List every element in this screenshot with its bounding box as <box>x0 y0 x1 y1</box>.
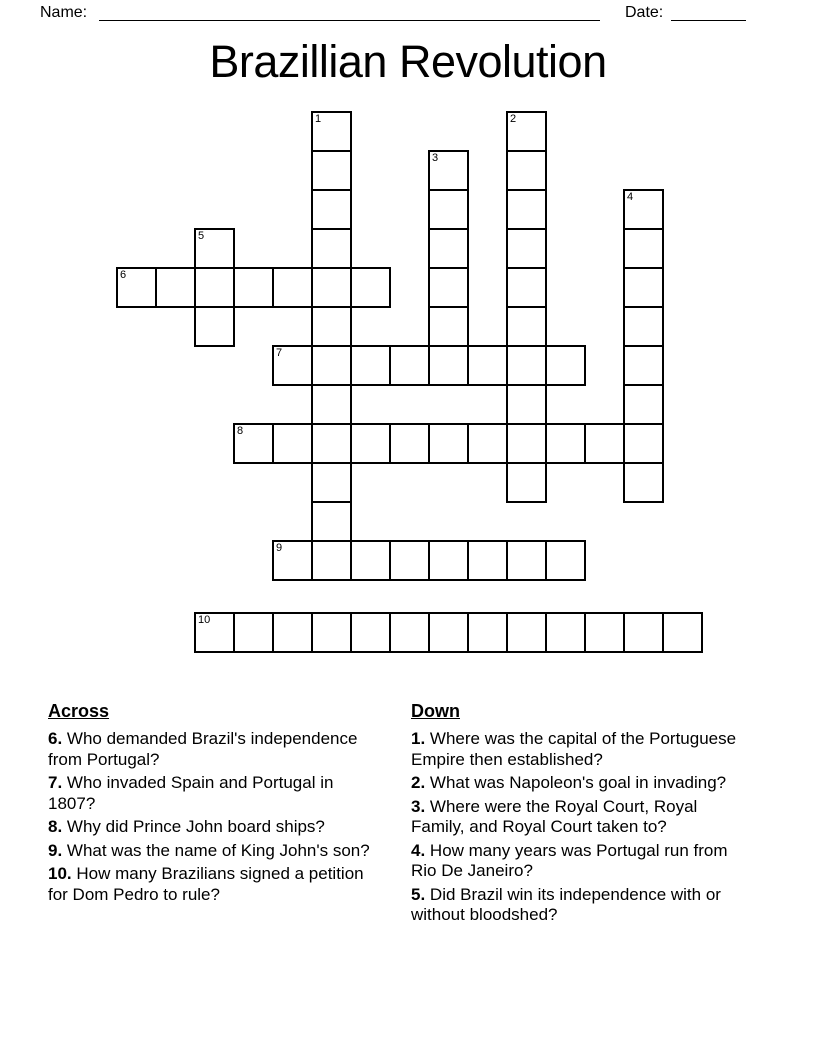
grid-cell[interactable] <box>272 345 313 386</box>
clue-text: How many Brazilians signed a petition for Dom Pedro to rule? <box>48 864 364 904</box>
grid-cell[interactable] <box>623 423 664 464</box>
clue-item <box>411 773 745 794</box>
grid-cell[interactable] <box>233 612 274 653</box>
cell-number: 7 <box>276 347 283 359</box>
grid-cell[interactable] <box>506 150 547 191</box>
grid-cell[interactable] <box>623 228 664 269</box>
clue-text: How many years was Portugal run from Rio De Janeiro? <box>411 840 728 880</box>
clue-item <box>48 841 370 862</box>
clue-number: 10. <box>48 864 72 883</box>
clue-number: 2. <box>411 773 426 792</box>
grid-cell[interactable] <box>116 267 157 308</box>
clue-text: Where was the capital of the Portuguese Empire then established? <box>411 729 737 769</box>
grid-cell[interactable] <box>467 345 508 386</box>
grid-cell[interactable] <box>545 612 586 653</box>
grid-cell[interactable] <box>545 345 586 386</box>
grid-cell[interactable] <box>467 540 508 581</box>
cell-number: 6 <box>120 269 127 281</box>
grid-cell[interactable] <box>506 540 547 581</box>
grid-cell[interactable] <box>506 612 547 653</box>
grid-cell[interactable] <box>194 228 235 269</box>
clue-item <box>48 729 370 770</box>
clue-number: 7. <box>48 773 63 792</box>
grid-cell[interactable] <box>506 423 547 464</box>
cell-number: 8 <box>237 425 244 437</box>
grid-cell[interactable] <box>311 462 352 503</box>
grid-cell[interactable] <box>311 150 352 191</box>
grid-cell[interactable] <box>311 111 352 152</box>
grid-cell[interactable] <box>506 267 547 308</box>
grid-cell[interactable] <box>233 267 274 308</box>
clue-number: 6. <box>48 729 63 748</box>
clue-text: What was the name of King John's son? <box>62 840 370 860</box>
grid-cell[interactable] <box>194 267 235 308</box>
grid-cell[interactable] <box>428 189 469 230</box>
grid-cell[interactable] <box>506 306 547 347</box>
grid-cell[interactable] <box>545 540 586 581</box>
date-label: Date: <box>625 4 664 21</box>
grid-cell[interactable] <box>272 423 313 464</box>
grid-cell[interactable] <box>506 228 547 269</box>
clue-item <box>48 817 370 838</box>
grid-cell[interactable] <box>311 501 352 542</box>
grid-cell[interactable] <box>233 423 274 464</box>
cell-number: 2 <box>510 113 517 125</box>
grid-cell[interactable] <box>623 306 664 347</box>
grid-cell[interactable] <box>311 228 352 269</box>
grid-cell[interactable] <box>389 423 430 464</box>
grid-cell[interactable] <box>272 612 313 653</box>
grid-cell[interactable] <box>662 612 703 653</box>
grid-cell[interactable] <box>506 111 547 152</box>
grid-cell[interactable] <box>623 462 664 503</box>
cell-number: 5 <box>198 230 205 242</box>
grid-cell[interactable] <box>311 189 352 230</box>
grid-cell[interactable] <box>584 612 625 653</box>
grid-cell[interactable] <box>584 423 625 464</box>
clue-number: 1. <box>411 729 426 748</box>
grid-cell[interactable] <box>428 306 469 347</box>
clue-text: What was Napoleon's goal in invading? <box>425 773 727 792</box>
grid-cell[interactable] <box>350 540 391 581</box>
grid-cell[interactable] <box>623 267 664 308</box>
grid-cell[interactable] <box>350 267 391 308</box>
down-clues-section <box>411 701 745 929</box>
grid-cell[interactable] <box>623 384 664 425</box>
grid-cell[interactable] <box>506 462 547 503</box>
grid-cell[interactable] <box>350 612 391 653</box>
grid-cell[interactable] <box>350 423 391 464</box>
grid-cell[interactable] <box>623 612 664 653</box>
grid-cell[interactable] <box>311 384 352 425</box>
grid-cell[interactable] <box>623 189 664 230</box>
grid-cell[interactable] <box>155 267 196 308</box>
name-label: Name: <box>40 4 88 21</box>
cell-number: 3 <box>432 152 439 164</box>
clue-text: Who demanded Brazil's independence from Portugal? <box>48 729 358 769</box>
clue-number: 9. <box>48 840 63 860</box>
grid-cell[interactable] <box>428 345 469 386</box>
grid-cell[interactable] <box>428 423 469 464</box>
clue-item <box>48 773 370 814</box>
clue-text: Did Brazil win its independence with or without bloodshed? <box>411 884 721 924</box>
grid-cell[interactable] <box>545 423 586 464</box>
clue-number: 5. <box>411 884 426 904</box>
grid-cell[interactable] <box>272 540 313 581</box>
cell-number: 9 <box>276 542 283 554</box>
grid-cell[interactable] <box>311 306 352 347</box>
grid-cell[interactable] <box>350 345 391 386</box>
clue-item <box>411 797 745 838</box>
grid-cell[interactable] <box>428 612 469 653</box>
clue-item <box>411 885 745 926</box>
grid-cell[interactable] <box>506 189 547 230</box>
down-clue-list <box>411 729 745 926</box>
grid-cell[interactable] <box>311 267 352 308</box>
clue-text: Where were the Royal Court, Royal Family, and Royal Court taken to? <box>411 796 698 836</box>
cell-number: 10 <box>198 614 211 627</box>
grid-cell[interactable] <box>428 150 469 191</box>
grid-cell[interactable] <box>311 345 352 386</box>
grid-cell[interactable] <box>467 612 508 653</box>
grid-cell[interactable] <box>389 612 430 653</box>
grid-cell[interactable] <box>506 384 547 425</box>
grid-cell[interactable] <box>467 423 508 464</box>
clue-item <box>411 729 745 770</box>
grid-cell[interactable] <box>428 228 469 269</box>
grid-cell[interactable] <box>311 612 352 653</box>
grid-cell[interactable] <box>428 540 469 581</box>
grid-cell[interactable] <box>389 540 430 581</box>
clue-number: 4. <box>411 840 426 860</box>
across-clues-section <box>48 701 370 908</box>
clue-item <box>48 864 370 905</box>
clue-text: Who invaded Spain and Portugal in 1807? <box>48 773 334 813</box>
grid-cell[interactable] <box>428 267 469 308</box>
clue-number: 3. <box>411 796 426 816</box>
grid-cell[interactable] <box>623 345 664 386</box>
clue-item <box>411 841 745 882</box>
clue-text: Why did Prince John board ships? <box>62 817 325 836</box>
cell-number: 1 <box>315 113 322 125</box>
grid-cell[interactable] <box>194 306 235 347</box>
across-heading: Across <box>48 701 110 721</box>
cell-number: 4 <box>627 191 634 203</box>
clue-number: 8. <box>48 817 63 836</box>
grid-cell[interactable] <box>506 345 547 386</box>
across-clue-list <box>48 729 370 905</box>
grid-cell[interactable] <box>272 267 313 308</box>
grid-cell[interactable] <box>194 612 235 653</box>
down-heading: Down <box>411 701 460 721</box>
grid-cell[interactable] <box>389 345 430 386</box>
grid-cell[interactable] <box>311 423 352 464</box>
page-title: Brazillian Revolution <box>209 36 607 87</box>
grid-cell[interactable] <box>311 540 352 581</box>
